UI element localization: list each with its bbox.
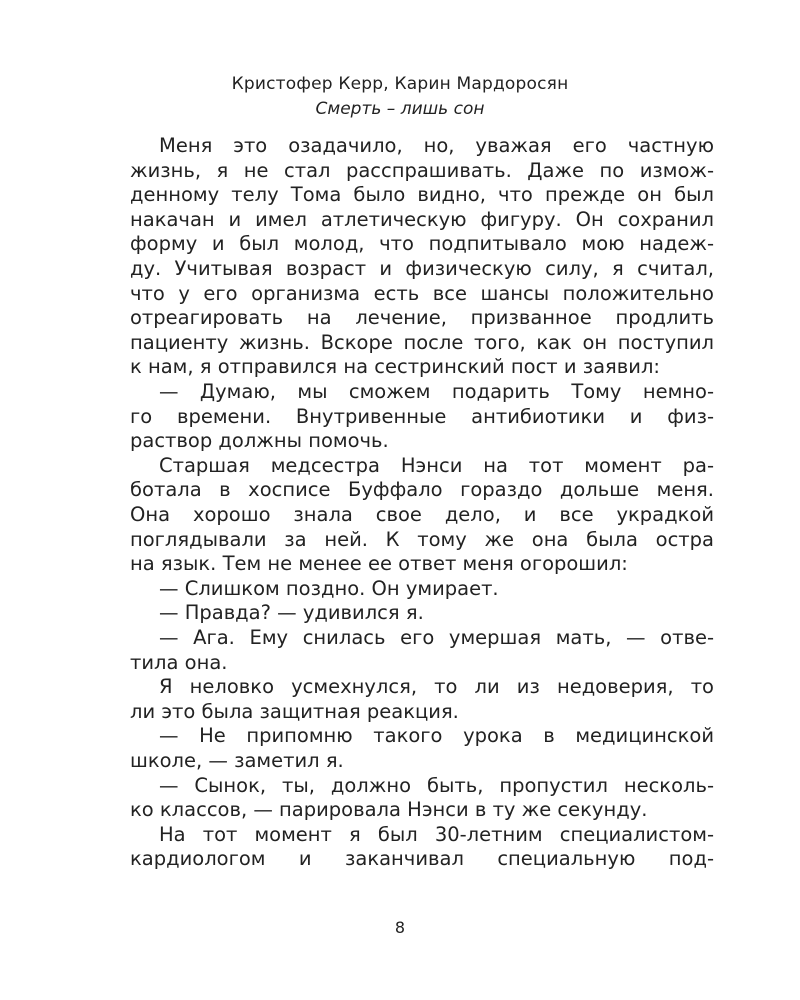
text-line: — Ага. Ему снилась его умершая мать, — отве- bbox=[159, 626, 714, 649]
text-line: форму и был молод, что подпитывало мою надеж- bbox=[130, 232, 714, 256]
text-line: пациенту жизнь. Вскоре после того, как он поступил bbox=[130, 330, 714, 354]
text-line: раствор должны помочь. bbox=[130, 429, 389, 453]
text-line: отреагировать на лечение, призванное продлить bbox=[130, 306, 714, 330]
text-line: — Правда? — удивился я. bbox=[159, 601, 424, 625]
text-line: ли это была защитная реакция. bbox=[130, 699, 459, 723]
page-number: 8 bbox=[394, 918, 406, 937]
text-line: — Сынок, ты, должно быть, пропустил несколь- bbox=[159, 773, 714, 797]
text-line: го времени. Внутривенные антибиотики и физ- bbox=[130, 404, 714, 428]
text-line: поглядывали за ней. К тому же она была остра bbox=[130, 527, 714, 551]
text-line: ду. Учитывая возраст и физическую силу, я считал, bbox=[130, 257, 714, 280]
text-line: кардиологом и заканчивал специальную под- bbox=[130, 847, 714, 871]
text-line: Я неловко усмехнулся, то ли из недоверия, то bbox=[159, 675, 714, 699]
text-line: накачан и имел атлетическую фигуру. Он сохранил bbox=[130, 207, 714, 231]
text-line: Она хорошо знала свое дело, и все украдкой bbox=[130, 503, 714, 526]
text-line: ко классов, — парировала Нэнси в ту же секунду. bbox=[130, 798, 648, 822]
text-line: — Слишком поздно. Он умирает. bbox=[159, 576, 499, 600]
text-line: — Думаю, мы сможем подарить Тому немно- bbox=[159, 380, 714, 403]
text-line: — Не припомню такого урока в медицинской bbox=[159, 724, 714, 748]
text-line: На тот момент я был 30-летним специалистом- bbox=[159, 822, 714, 846]
text-line: школе, — заметил я. bbox=[130, 749, 344, 772]
text-line: что у его организма есть все шансы положительно bbox=[130, 281, 714, 305]
header-authors: Кристофер Керр, Карин Мардоросян bbox=[231, 74, 569, 94]
text-line: тила она. bbox=[130, 650, 228, 674]
text-line: к нам, я отправился на сестринский пост и заявил: bbox=[130, 355, 660, 379]
text-line: на язык. Тем не менее ее ответ меня огорошил: bbox=[130, 552, 628, 576]
text-line: Меня это озадачило, но, уважая его частную bbox=[159, 134, 714, 157]
header-book-title: Смерть – лишь сон bbox=[315, 99, 485, 119]
text-line: ботала в хосписе Буффало гораздо дольше меня. bbox=[130, 478, 714, 502]
text-line: жизнь, я не стал расспрашивать. Даже по измож- bbox=[130, 158, 714, 182]
text-line: Старшая медсестра Нэнси на тот момент ра- bbox=[159, 453, 714, 477]
text-line: денному телу Тома было видно, что прежде он был bbox=[130, 183, 714, 207]
